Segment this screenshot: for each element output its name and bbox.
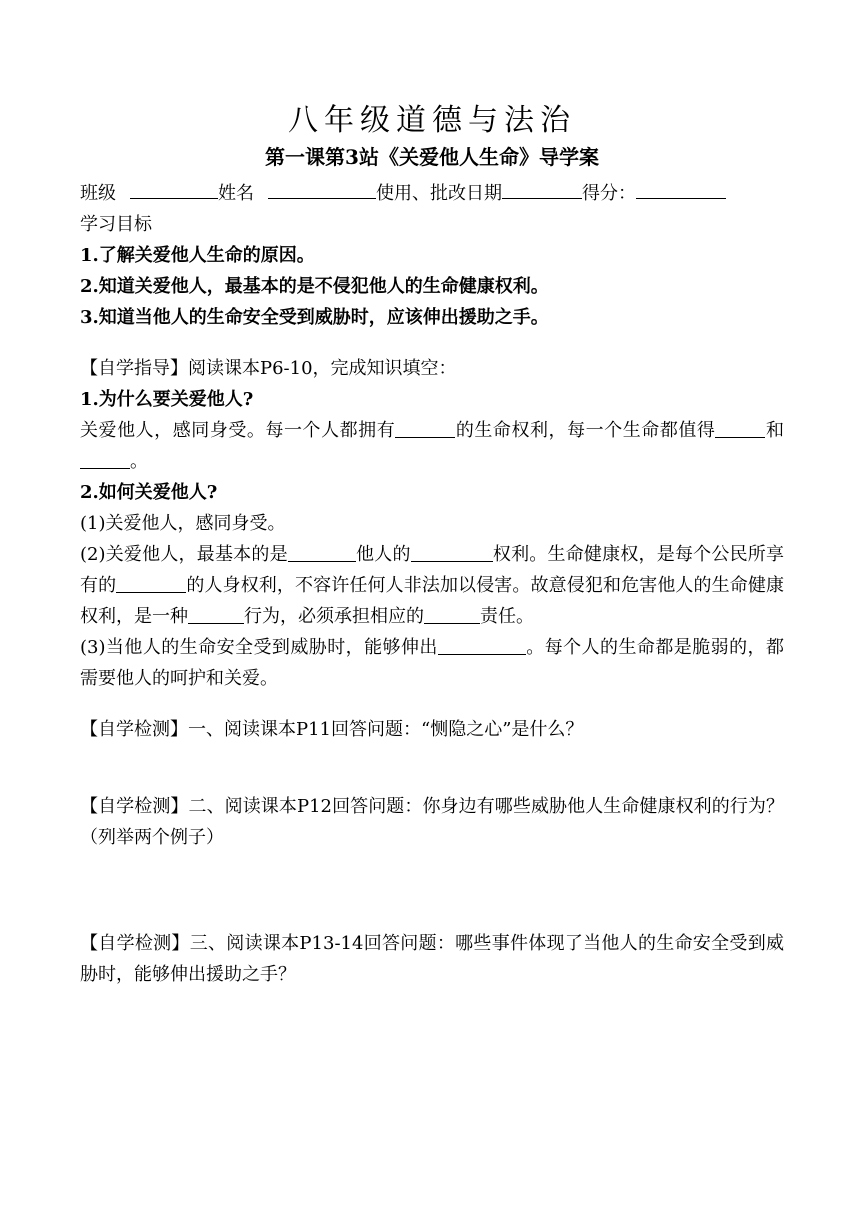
q2-blank-1[interactable] bbox=[288, 541, 356, 562]
date-label: 使用、批改日期 bbox=[376, 183, 502, 204]
q1-text: 和 bbox=[765, 420, 785, 441]
student-info-row bbox=[80, 178, 784, 209]
name-label: 姓名 bbox=[218, 183, 254, 204]
worksheet-content bbox=[80, 100, 784, 990]
goal-item-text: 3.知道当他人的生命安全受到威胁时，应该伸出援助之手。 bbox=[80, 307, 549, 328]
question-1-title: 1.为什么要关爱他人? bbox=[80, 389, 254, 410]
goal-item bbox=[80, 271, 784, 302]
goal-item-text: 1.了解关爱他人生命的原因。 bbox=[80, 245, 315, 266]
guide-heading: 【自学指导】阅读课本P6-10，完成知识填空： bbox=[80, 358, 457, 379]
q1-blank-3[interactable] bbox=[80, 448, 130, 469]
q2-text: 权利。生命健康权，是每个公民所享有的 bbox=[80, 544, 785, 596]
class-label: 班级 bbox=[80, 183, 116, 204]
answer-space[interactable] bbox=[80, 853, 784, 928]
goals-heading: 学习目标 bbox=[80, 214, 152, 235]
score-blank[interactable] bbox=[636, 178, 726, 199]
q2-item-1: (1)关爱他人，感同身受。 bbox=[80, 513, 286, 534]
goal-item bbox=[80, 302, 784, 333]
question-1-body bbox=[80, 415, 784, 477]
name-blank[interactable] bbox=[268, 178, 376, 199]
q1-blank-1[interactable] bbox=[395, 417, 455, 438]
check-question-3: 【自学检测】三、阅读课本P13-14回答问题：哪些事件体现了当他人的生命安全受到威胁时，能够伸出援助之手？ bbox=[80, 933, 784, 985]
check-question-1: 【自学检测】一、阅读课本P11回答问题：“恻隐之心”是什么？ bbox=[80, 719, 584, 740]
goal-item bbox=[80, 240, 784, 271]
question-2-title: 2.如何关爱他人? bbox=[80, 482, 218, 503]
q1-blank-2[interactable] bbox=[715, 417, 765, 438]
q2-blank-6[interactable] bbox=[438, 634, 526, 655]
check-question-2: 【自学检测】二、阅读课本P12回答问题：你身边有哪些威胁他人生命健康权利的行为？（列举两个例子） bbox=[80, 796, 784, 848]
page-subtitle: 第一课第3站《关爱他人生命》导学案 bbox=[265, 145, 599, 169]
spacer bbox=[80, 333, 784, 353]
q2-item-3 bbox=[80, 632, 784, 694]
q2-blank-2[interactable] bbox=[411, 541, 493, 562]
score-label: 得分： bbox=[582, 183, 636, 204]
spacer bbox=[80, 694, 784, 714]
q2-text: 行为，必须承担相应的 bbox=[244, 606, 424, 627]
q2-blank-4[interactable] bbox=[188, 603, 244, 624]
q2-text: (3)当他人的生命安全受到威胁时，能够伸出 bbox=[80, 637, 438, 658]
goal-item-text: 2.知道关爱他人，最基本的是不侵犯他人的生命健康权利。 bbox=[80, 276, 549, 297]
date-blank[interactable] bbox=[502, 178, 582, 199]
q2-text: 的人身权利，不容许任何人非法加以侵害。故意侵犯和危害他人的生命健康权利，是一种 bbox=[80, 575, 785, 627]
q1-text: 的生命权利，每一个生命都值得 bbox=[455, 420, 716, 441]
q1-text: 关爱他人，感同身受。每一个人都拥有 bbox=[80, 420, 396, 441]
q2-blank-3[interactable] bbox=[116, 572, 186, 593]
q2-item-2 bbox=[80, 539, 784, 632]
answer-space[interactable] bbox=[80, 745, 784, 791]
q2-text: (2)关爱他人，最基本的是 bbox=[80, 544, 288, 565]
q2-text: 他人的 bbox=[355, 544, 411, 565]
q2-text: 责任。 bbox=[480, 606, 534, 627]
page-title: 八年级道德与法治 bbox=[288, 103, 576, 138]
class-blank[interactable] bbox=[130, 178, 218, 199]
q2-text: 。每个人的生命都是脆弱的，都需要他人的呵护和关爱。 bbox=[80, 637, 784, 689]
q1-text: 。 bbox=[130, 451, 148, 472]
q2-blank-5[interactable] bbox=[424, 603, 480, 624]
